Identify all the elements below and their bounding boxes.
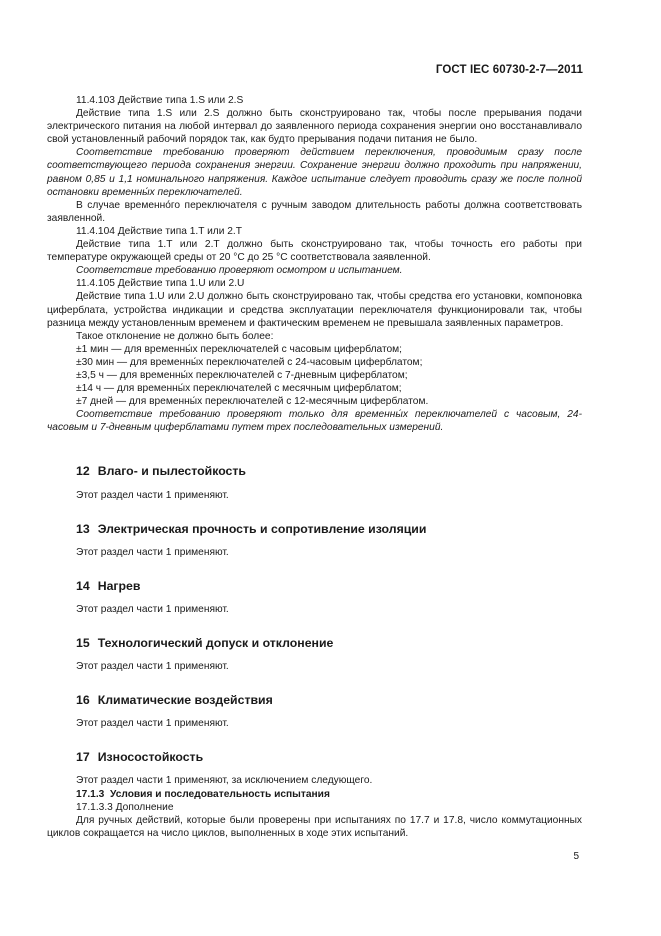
- section-12-heading: 12 Влаго- и пылестойкость: [76, 464, 246, 479]
- section-16-text: Этот раздел части 1 применяют.: [76, 718, 229, 730]
- clause-11-4-105-deviation-intro: Такое отклонение не должно быть более:: [76, 330, 274, 342]
- section-15-heading: 15 Технологический допуск и отклонение: [76, 636, 334, 650]
- clause-11-4-104-compliance: Соответствие требованию проверяют осмотром и испытанием.: [76, 265, 403, 277]
- deviation-list-item: ±30 мин — для временны́х переключателей с 24-часовым циферблатом;: [76, 356, 423, 368]
- clause-11-4-105-text: Действие типа 1.U или 2.U должно быть сконструировано так, чтобы средства его установки, компоновка циферблата, устройства индикации и средства эксплуатации переключателя функционировали так, чтобы разница между установленным временем и фактическим временем не превышала заявленных параметров.: [47, 291, 582, 329]
- clause-11-4-104-title: 11.4.104 Действие типа 1.T или 2.T: [76, 225, 242, 237]
- page-number: 5: [573, 851, 579, 862]
- clause-11-4-103-text: Действие типа 1.S или 2.S должно быть сконструировано так, чтобы после прерывания подачи электрического питания на любой интервал до заявленного периода сохранения энергии оно восстанавливало свой установленный рабочий порядок так, как будто прерывания подачи питания не было.: [47, 108, 582, 146]
- section-15-text: Этот раздел части 1 применяют.: [76, 661, 229, 673]
- deviation-list-item: ±7 дней — для временны́х переключателей с 12-месячным циферблатом.: [76, 396, 429, 408]
- clause-11-4-103-manual-wind: В случае временно́го переключателя с ручным заводом длительность работы должна соответствовать заявленной.: [47, 199, 582, 224]
- page-content: [47, 94, 582, 840]
- section-17-heading: 17 Износостойкость: [76, 750, 204, 765]
- clause-17-1-3-3-text: Для ручных действий, которые были проверены при испытаниях по 17.7 и 17.8, число коммутационных циклов сокращается на число циклов, выполненных в ходе этих испытаний.: [47, 814, 582, 839]
- clause-17-1-3-3-title: 17.1.3.3 Дополнение: [76, 801, 174, 813]
- clause-11-4-105-title: 11.4.105 Действие типа 1.U или 2.U: [76, 278, 245, 290]
- section-13-heading: 13 Электрическая прочность и сопротивление изоляции: [76, 521, 427, 536]
- section-16-heading: 16 Климатические воздействия: [76, 693, 273, 708]
- deviation-list-item: ±3,5 ч — для временны́х переключателей с 7-дневным циферблатом;: [76, 369, 408, 381]
- clause-17-1-3-title: 17.1.3 Условия и последовательность испытания: [76, 788, 330, 800]
- clause-11-4-103-title: 11.4.103 Действие типа 1.S или 2.S: [76, 95, 244, 106]
- section-13-text: Этот раздел части 1 применяют.: [76, 546, 229, 558]
- section-14-heading: 14 Нагрев: [76, 578, 141, 593]
- section-17-text: Этот раздел части 1 применяют, за исключением следующего.: [76, 775, 373, 787]
- clause-11-4-104-text: Действие типа 1.T или 2.T должно быть сконструировано так, чтобы точность его работы при температуре окружающей среды от 20 °С до 25 °С соответствовала заявленной.: [47, 239, 582, 264]
- clause-11-4-105-compliance: Соответствие требованию проверяют только для временны́х переключателей с часовым, 24-часовым и 7-дневным циферблатами путем трех последовательных измерений.: [47, 409, 582, 434]
- deviation-list-item: ±14 ч — для временны́х переключателей с месячным циферблатом;: [76, 383, 402, 395]
- document-header: ГОСТ IEC 60730-2-7—2011: [435, 64, 583, 76]
- clause-11-4-103-compliance: Соответствие требованию проверяют действием переключения, проводимым сразу после соответствующего периода сохранения энергии. Сохранение энергии должно проходить при напряжении, равном 0,85 и 1,1 номинального напряжения. Каждое испытание следует проводить сразу же после полной остановки временны́х переключателей.: [47, 147, 582, 198]
- section-14-text: Этот раздел части 1 применяют.: [76, 603, 229, 615]
- section-12-text: Этот раздел части 1 применяют.: [76, 489, 229, 501]
- deviation-list-item: ±1 мин — для временны́х переключателей с часовым циферблатом;: [76, 343, 403, 355]
